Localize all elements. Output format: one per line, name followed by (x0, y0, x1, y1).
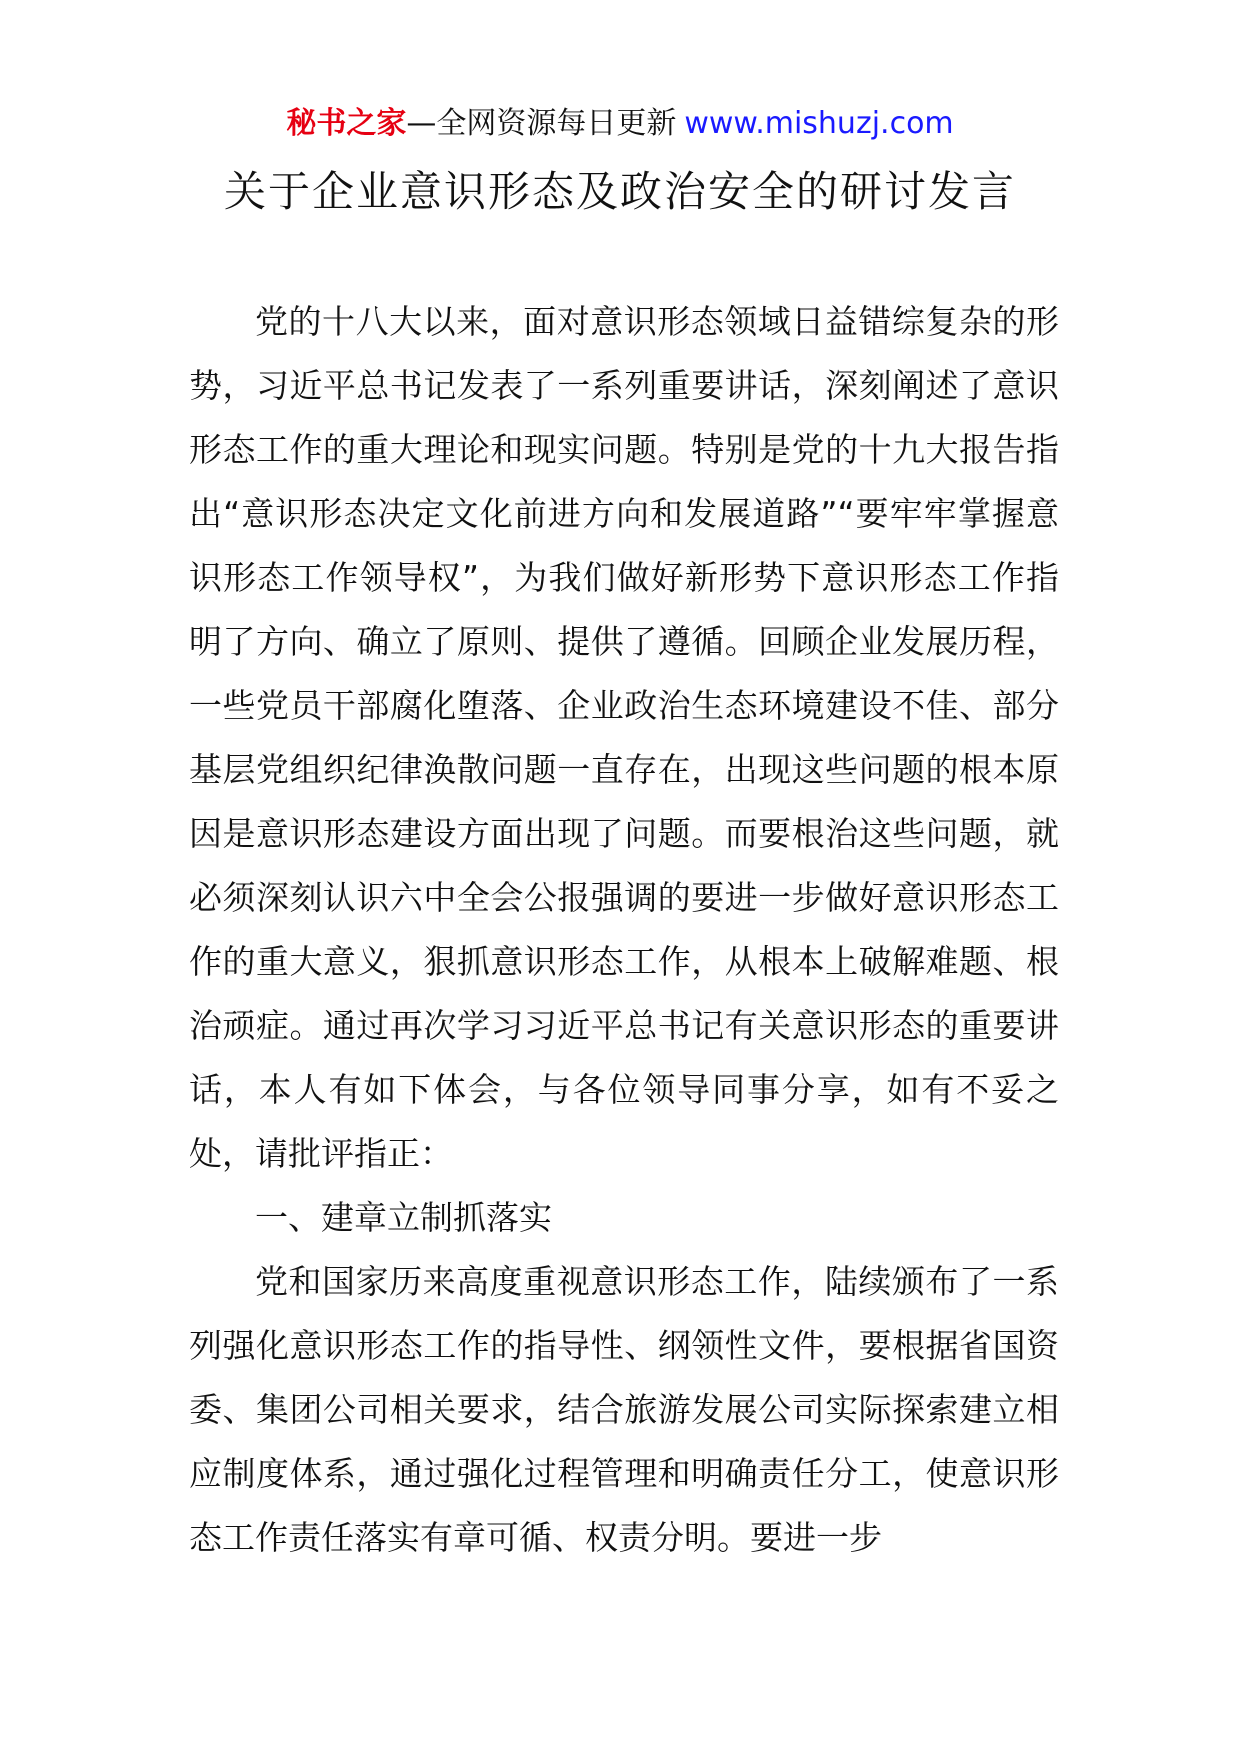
site-header (0, 102, 1240, 146)
document-title: 关于企业意识形态及政治安全的研讨发言 (223, 167, 1016, 216)
site-brand: 秘书之家 (286, 106, 407, 141)
document-body (189, 290, 1059, 1570)
site-slogan: —全网资源每日更新 (406, 106, 677, 141)
paragraph-intro: 党的十八大以来，面对意识形态领域日益错综复杂的形势，习近平总书记发表了一系列重要讲话，深刻阐述了意识形态工作的重大理论和现实问题。特别是党的十九大报告指出“意识形态决定文化前进方向和发展道路”“要牢牢掌握意识形态工作领导权”，为我们做好新形势下意识形态工作指明了方向、确立了原则、提供了遵循。回顾企业发展历程，一些党员干部腐化堕落、企业政治生态环境建设不佳、部分基层党组织纪律涣散问题一直存在，出现这些问题的根本原因是意识形态建设方面出现了问题。而要根治这些问题，就必须深刻认识六中全会公报强调的要进一步做好意识形态工作的重大意义，狠抓意识形态工作，从根本上破解难题、根治顽症。通过再次学习习近平总书记有关意识形态的重要讲话，本人有如下体会，与各位领导同事分享，如有不妥之处，请批评指正： (189, 302, 1059, 1173)
paragraph-section-1: 党和国家历来高度重视意识形态工作，陆续颁布了一系列强化意识形态工作的指导性、纲领性文件，要根据省国资委、集团公司相关要求，结合旅游发展公司实际探索建立相应制度体系，通过强化过程管理和明确责任分工，使意识形态工作责任落实有章可循、权责分明。要进一步 (189, 1262, 1059, 1557)
site-url-link[interactable]: www.mishuzj.com (684, 106, 954, 141)
section-heading-1: 一、建章立制抓落实 (255, 1198, 552, 1237)
